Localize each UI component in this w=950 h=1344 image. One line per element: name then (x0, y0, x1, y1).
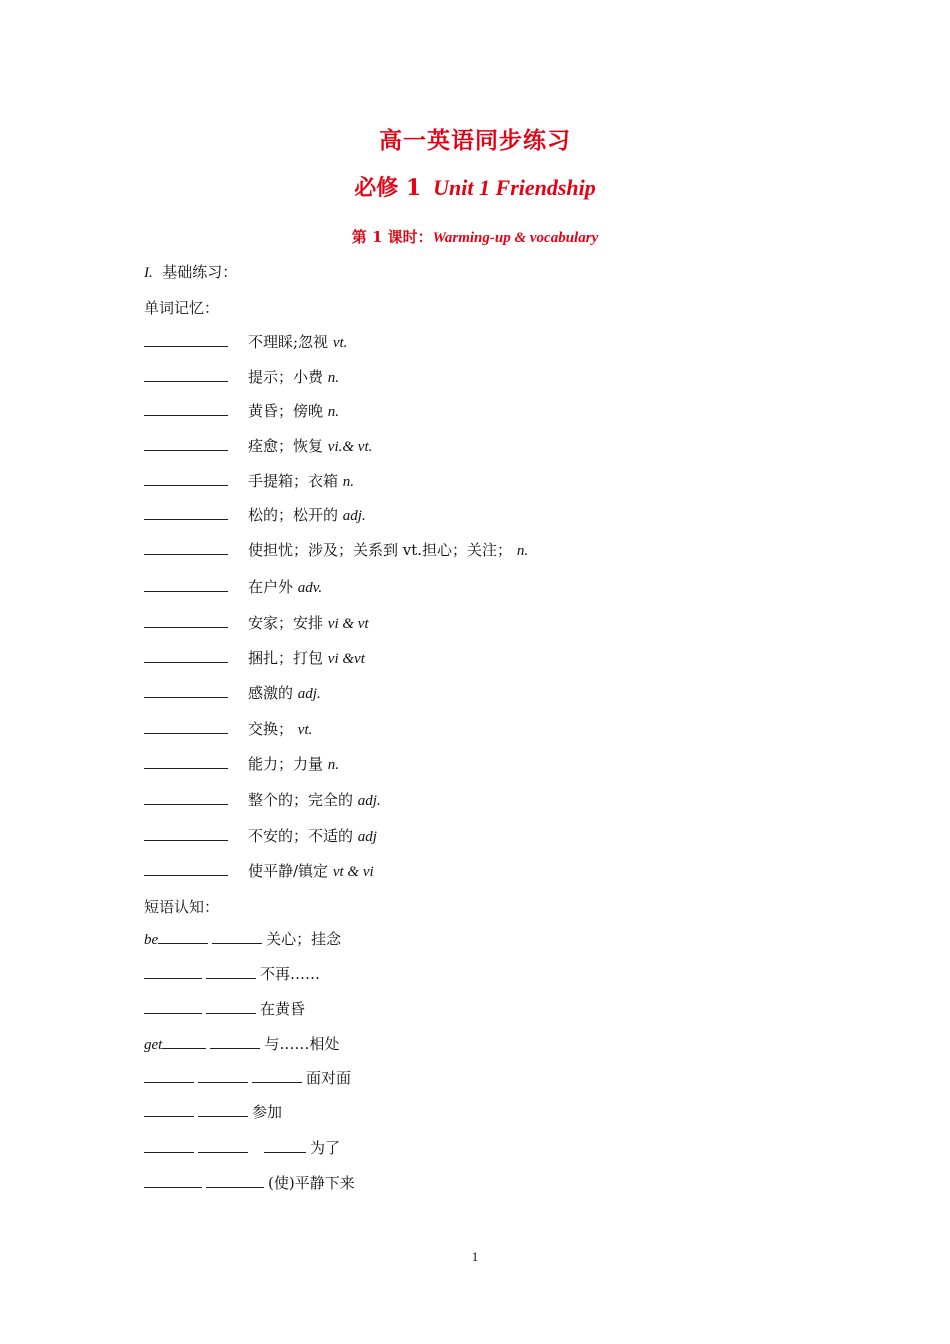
answer-blank[interactable] (144, 790, 228, 805)
part-of-speech: vi & vt (327, 616, 369, 632)
answer-blank[interactable] (144, 577, 228, 592)
vocab-meaning: 不理睬;忽视 (248, 333, 329, 351)
part-of-speech: adj. (357, 793, 381, 809)
answer-blank[interactable] (206, 964, 256, 979)
answer-blank[interactable] (144, 826, 228, 841)
section-title: 基础练习： (162, 263, 238, 281)
section-heading (144, 262, 237, 283)
vocab-meaning: 提示；小费 (248, 368, 324, 386)
vocab-meaning: 不安的；不适的 (248, 827, 354, 845)
answer-blank[interactable] (252, 1068, 302, 1083)
vocab-row (144, 505, 366, 526)
page-title: 高一英语同步练习 (379, 127, 571, 154)
vocab-meaning: 松的；松开的 (248, 506, 339, 524)
answer-blank[interactable] (212, 929, 262, 944)
answer-blank[interactable] (144, 964, 202, 979)
answer-blank[interactable] (144, 999, 202, 1014)
vocab-meaning: 黄昏；傍晚 (248, 402, 324, 420)
phrase-row (144, 1068, 351, 1088)
vocab-row (144, 861, 374, 882)
phrase-row (144, 1102, 282, 1122)
vocab-meaning: 使平静/镇定 (248, 862, 329, 880)
answer-blank[interactable] (198, 1138, 248, 1153)
vocab-row (144, 826, 377, 847)
phrase-row (144, 1173, 355, 1193)
part-of-speech: n. (516, 543, 529, 559)
part-of-speech: vi &vt (327, 651, 365, 667)
answer-blank[interactable] (144, 401, 228, 416)
phrase-meaning: 与……相处 (264, 1035, 340, 1053)
part-of-speech: adj (357, 829, 377, 845)
vocab-row (144, 540, 528, 561)
part-of-speech: adj. (297, 686, 321, 702)
answer-blank[interactable] (162, 1034, 206, 1049)
vocab-row (144, 754, 339, 775)
vocab-meaning: 痊愈；恢复 (248, 437, 324, 455)
part-of-speech: vt & vi (332, 864, 374, 880)
answer-blank[interactable] (144, 648, 228, 663)
vocab-row (144, 577, 322, 598)
phrase-meaning: 为了 (310, 1139, 341, 1157)
part-of-speech: vt. (332, 335, 348, 351)
phrase-row (144, 999, 305, 1019)
unit-subtitle (0, 171, 950, 202)
part-of-speech: vt. (297, 722, 313, 738)
phrase-meaning: 不再…… (260, 965, 321, 983)
lesson-label: 第 1 课时： (351, 228, 433, 246)
phrase-prefix: be (144, 932, 159, 948)
answer-blank[interactable] (144, 683, 228, 698)
vocab-row (144, 648, 365, 669)
vocab-meaning: 安家；安排 (248, 614, 324, 632)
answer-blank[interactable] (264, 1138, 306, 1153)
answer-blank[interactable] (144, 471, 228, 486)
answer-blank[interactable] (144, 613, 228, 628)
part-of-speech: n. (342, 474, 355, 490)
part-of-speech: n. (327, 404, 340, 420)
phrase-row (144, 1034, 339, 1055)
phrase-meaning: 参加 (252, 1103, 283, 1121)
answer-blank[interactable] (144, 540, 228, 555)
vocab-row (144, 683, 321, 704)
answer-blank[interactable] (198, 1102, 248, 1117)
answer-blank[interactable] (206, 999, 256, 1014)
page-number: 1 (471, 1249, 479, 1264)
phrase-meaning: 关心；挂念 (266, 930, 342, 948)
phrase-meaning: 在黄昏 (260, 1000, 306, 1018)
section-number: I. (144, 265, 153, 281)
answer-blank[interactable] (210, 1034, 260, 1049)
vocab-meaning: 在户外 (248, 578, 294, 596)
vocab-meaning: 捆扎；打包 (248, 649, 324, 667)
answer-blank[interactable] (144, 436, 228, 451)
part-of-speech: adv. (297, 580, 323, 596)
answer-blank[interactable] (144, 719, 228, 734)
vocab-row (144, 367, 339, 388)
vocab-row (144, 436, 372, 457)
part-of-speech: n. (327, 370, 340, 386)
answer-blank[interactable] (206, 1173, 264, 1188)
module-label: 必修 1 (354, 175, 422, 201)
part-of-speech: adj. (342, 508, 366, 524)
answer-blank[interactable] (144, 1138, 194, 1153)
unit-name: Unit 1 Friendship (433, 175, 596, 200)
vocab-row (144, 332, 347, 353)
vocab-meaning: 整个的；完全的 (248, 791, 354, 809)
part-of-speech: vi.& vt. (327, 439, 373, 455)
phrase-row (144, 929, 341, 950)
lesson-heading (0, 226, 950, 247)
vocab-meaning: 手提箱；衣箱 (248, 472, 339, 490)
phrase-meaning: (使)平静下来 (268, 1174, 355, 1192)
vocab-row (144, 719, 312, 740)
vocab-meaning: 交换； (248, 720, 294, 738)
answer-blank[interactable] (144, 754, 228, 769)
vocab-meaning: 感激的 (248, 684, 294, 702)
answer-blank[interactable] (198, 1068, 248, 1083)
phrase-heading: 短语认知： (144, 898, 220, 916)
answer-blank[interactable] (144, 1102, 194, 1117)
answer-blank[interactable] (144, 367, 228, 382)
part-of-speech: n. (327, 757, 340, 773)
phrase-meaning: 面对面 (306, 1069, 352, 1087)
answer-blank[interactable] (158, 929, 208, 944)
vocab-row (144, 613, 369, 634)
answer-blank[interactable] (144, 1173, 202, 1188)
answer-blank[interactable] (144, 861, 228, 876)
lesson-topic: Warming-up & vocabulary (432, 230, 599, 246)
vocab-heading: 单词记忆： (144, 299, 220, 317)
answer-blank[interactable] (144, 1068, 194, 1083)
phrase-row (144, 1138, 340, 1158)
answer-blank[interactable] (144, 332, 228, 347)
phrase-row (144, 964, 320, 984)
vocab-row (144, 401, 339, 422)
answer-blank[interactable] (144, 505, 228, 520)
vocab-meaning: 使担忧；涉及；关系到 vt.担心；关注； (248, 541, 513, 559)
vocab-row (144, 790, 381, 811)
vocab-meaning: 能力；力量 (248, 755, 324, 773)
phrase-prefix: get (144, 1037, 163, 1053)
vocab-row (144, 471, 354, 492)
